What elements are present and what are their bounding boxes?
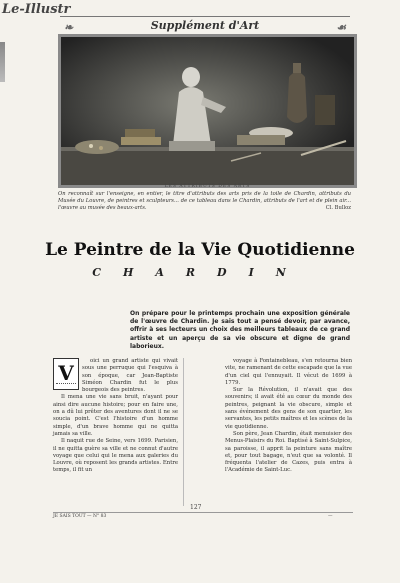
paragraph: Il naquit rue de Seine, vers 1699. Parisien, il ne quitta guère sa ville et ne connut d'autre voyage que celui qui le mena aux galeries du Louvre, où reposent les grands artistes. Entre temps, il fit un <box>53 438 178 474</box>
dropcap-ornament <box>56 383 76 387</box>
paragraph: voyage à Fontainebleau, s'en retourna bien vite, ne ramenant de cette escapade que la vue d'un ciel qui l'ennuyait. Il vécut de 1699 à 1779. <box>225 358 353 386</box>
paragraph: oici un grand artiste qui vivait sous une perruque qui l'esquiva à son époque, car Jean-Baptiste Siméon Chardin fut le plus bourgeois des peintres. <box>82 358 178 394</box>
painting-plate <box>58 34 357 188</box>
still-life-painting <box>61 37 354 185</box>
paragraph: Sur la Révolution, il n'avait que des souvenirs; il avait été au cœur du monde des peintres, peignant la vie obscure, simple et sans événement des gens de son quartier, les servantes, les petits maîtres et les scènes de la vie quotidienne. <box>225 387 352 430</box>
article-intro: On prépare pour le printemps prochain une exposition générale de l'œuvre de Chardin. Je sais tout a pensé devoir, par avance, offrir à ses lecteurs un choix des meilleurs tableaux de ce grand artiste et un aperçu de sa vie obscure et digne de grand laborieux. <box>130 310 350 350</box>
ornament-left-icon: ❧ <box>64 21 74 34</box>
plate-label: LES ATTRIBUTS DES ARTS <box>164 184 251 189</box>
supplement-title: Supplément d'Art <box>150 19 260 32</box>
masthead: Le-Illustr <box>2 2 71 17</box>
page-edge-mark <box>0 42 5 82</box>
footer-issue: JE SAIS TOUT — N° 83 <box>53 514 107 519</box>
article-title: Le Peintre de la Vie Quotidienne <box>45 240 355 260</box>
article-column-right <box>225 358 352 475</box>
footer-rule <box>53 512 353 513</box>
article-subtitle: CHARDIN <box>92 266 308 279</box>
page-number: 127 <box>190 504 202 511</box>
paragraph: Son père, Jean Chardin, était menuisier des Menus-Plaisirs du Roi. Baptisé à Saint-Sulpice, sa paroisse, il apprit la peinture sans maître et, pour tout bagage, n'eut que sa volonté. Il fréquenta l'atelier de Cazes, puis entra à l'Académie de Saint-Luc. <box>225 430 352 474</box>
supplement-banner <box>60 16 350 36</box>
dropcap-letter: V <box>58 361 74 385</box>
ornament-right-icon: ☙ <box>336 21 346 34</box>
dropcap <box>53 358 79 390</box>
article-column-left <box>53 358 178 475</box>
footer-right: — <box>328 514 333 519</box>
column-divider <box>183 358 184 506</box>
paragraph: Il mena une vie sans bruit, n'ayant pour ainsi dire aucune histoire; pour en faire une, on a dû lui prêter des aventures dont il ne se soucia point. C'est l'histoire d'un homme simple, d'un brave homme qui ne quitta jamais sa ville. <box>53 394 178 437</box>
photo-credit: Cl. Bulloz <box>325 205 351 211</box>
caption-text: On reconnaît sur l'enseigne, en entier, le titre d'attributs des arts pris de la toile de Chardin, attributs du Musée du Louvre, de peintres et sculpteurs... de ce tableau dans le Chardin, attributs de l'art et de plein air... l'œuvre au musée des beaux-arts. <box>58 191 351 211</box>
painting-caption <box>58 191 351 212</box>
